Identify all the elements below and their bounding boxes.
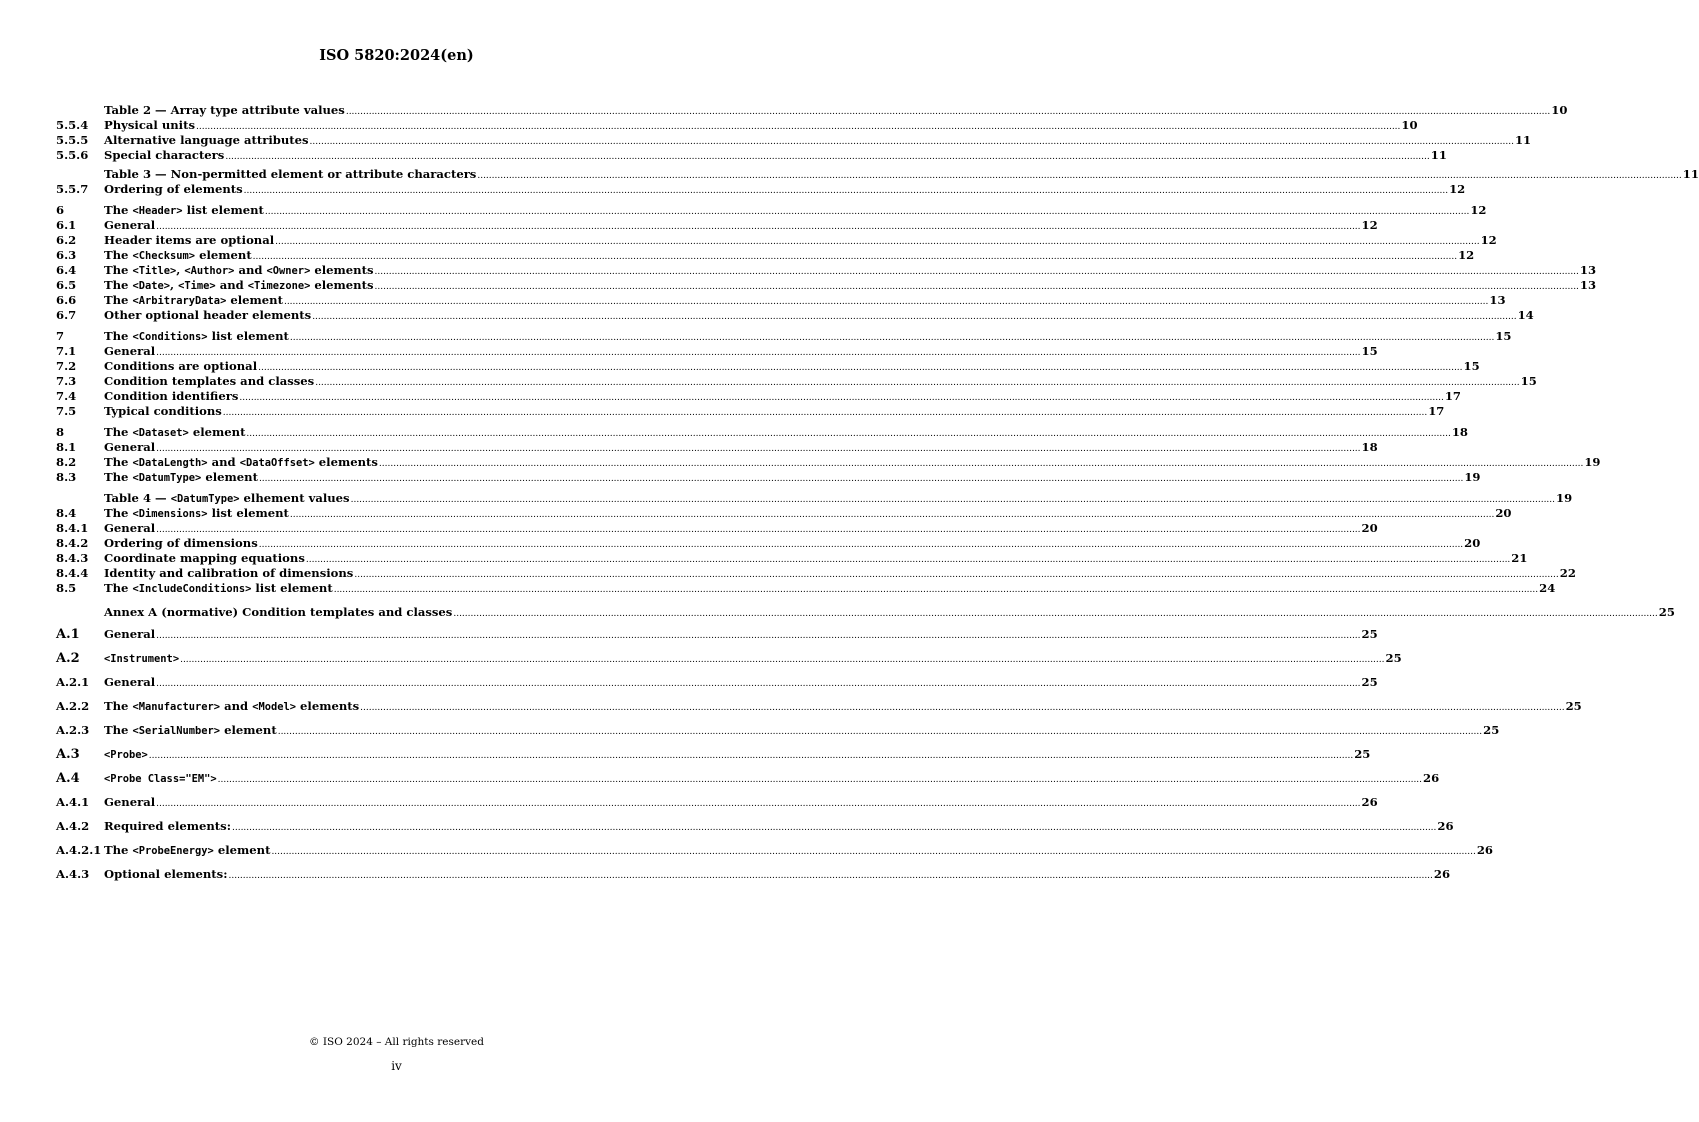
title-text: The bbox=[104, 506, 133, 520]
title-text: General bbox=[104, 675, 156, 689]
title-text: elhement values bbox=[239, 491, 350, 505]
toc-entry[interactable] bbox=[56, 167, 1699, 182]
toc-entry[interactable] bbox=[56, 329, 1512, 344]
title-text: General bbox=[104, 344, 156, 358]
toc-entry[interactable] bbox=[56, 718, 1500, 742]
toc-entry[interactable] bbox=[56, 308, 1534, 323]
title-text: Conditions are optional bbox=[104, 359, 258, 373]
toc-entry[interactable] bbox=[56, 646, 1402, 670]
toc-entry[interactable] bbox=[56, 218, 1378, 233]
toc-entry[interactable] bbox=[56, 203, 1487, 218]
code-element-name: <Author> bbox=[184, 265, 235, 277]
dot-leader bbox=[259, 470, 1463, 487]
dot-leader bbox=[271, 838, 1475, 864]
toc-entry-title bbox=[104, 103, 345, 118]
toc-entry-page: 18 bbox=[1451, 425, 1468, 439]
code-element-name: <DatumType> bbox=[132, 472, 202, 484]
code-element-name: <Checksum> bbox=[132, 250, 196, 262]
toc-entry[interactable] bbox=[56, 622, 1378, 646]
toc-entry-page: 19 bbox=[1464, 470, 1481, 484]
title-text: The bbox=[104, 203, 133, 217]
toc-entry-title bbox=[104, 790, 155, 814]
title-text: The bbox=[104, 455, 133, 469]
toc-entry-number: 8.4.2 bbox=[56, 536, 89, 550]
toc-entry-title bbox=[104, 148, 224, 163]
toc-entry[interactable] bbox=[56, 404, 1445, 419]
toc-entry-title bbox=[104, 536, 258, 551]
toc-entry-number: A.2.3 bbox=[56, 723, 90, 737]
toc-entry[interactable] bbox=[56, 491, 1573, 506]
title-text: list element bbox=[251, 581, 333, 595]
title-text: element bbox=[213, 843, 271, 857]
toc-entry-page: 15 bbox=[1495, 329, 1512, 343]
toc-entry-page: 11 bbox=[1682, 167, 1699, 181]
toc-entry[interactable] bbox=[56, 133, 1532, 148]
title-text: General bbox=[104, 218, 156, 232]
title-text: Ordering of elements bbox=[104, 182, 243, 196]
dot-leader bbox=[334, 581, 1538, 598]
toc-entry-number: A.4 bbox=[56, 771, 80, 786]
dot-leader bbox=[232, 814, 1436, 840]
toc-entry-title bbox=[104, 344, 155, 359]
toc-entry-page: 13 bbox=[1579, 263, 1597, 277]
toc-entry[interactable] bbox=[56, 359, 1480, 374]
toc-entry-number: A.2.2 bbox=[56, 699, 90, 713]
toc-entry-title bbox=[104, 838, 270, 863]
toc-entry[interactable] bbox=[56, 536, 1481, 551]
title-text: The bbox=[104, 723, 133, 737]
toc-entry-title bbox=[104, 182, 243, 197]
toc-entry-number: 6.2 bbox=[56, 233, 77, 247]
toc-entry-page: 17 bbox=[1444, 389, 1461, 403]
toc-entry-title bbox=[104, 766, 217, 791]
title-text: element bbox=[195, 248, 252, 262]
code-element-name: <Timezone> bbox=[247, 280, 311, 292]
toc-entry-page: 25 bbox=[1565, 699, 1582, 713]
code-element-name: <DataOffset> bbox=[239, 457, 315, 469]
toc-entry[interactable] bbox=[56, 263, 1597, 278]
title-text: elements bbox=[310, 263, 374, 277]
toc-entry-title bbox=[104, 293, 283, 309]
toc-entry-page: 21 bbox=[1511, 551, 1528, 565]
title-text: Identity and calibration of dimensions bbox=[104, 566, 354, 580]
dot-leader bbox=[156, 670, 1360, 696]
title-text: The bbox=[104, 470, 133, 484]
toc-entry-title bbox=[104, 329, 289, 345]
toc-entry-number: A.2 bbox=[56, 651, 80, 666]
title-text: Coordinate mapping equations bbox=[104, 551, 305, 565]
toc-entry-page: 14 bbox=[1517, 308, 1534, 322]
toc-entry[interactable] bbox=[56, 581, 1556, 596]
toc-entry-number: A.1 bbox=[56, 627, 80, 642]
toc-entry-title bbox=[104, 862, 227, 886]
footer-copyright: © ISO 2024 – All rights reserved bbox=[309, 1036, 484, 1048]
code-element-name: <Manufacturer> bbox=[132, 701, 221, 713]
toc-entry[interactable] bbox=[56, 506, 1512, 521]
toc-entry-page: 12 bbox=[1449, 182, 1466, 196]
toc-entry-number: 7.1 bbox=[56, 344, 77, 358]
toc-entry-page: 25 bbox=[1658, 605, 1675, 619]
toc-entry[interactable] bbox=[56, 551, 1528, 566]
toc-entry-number: 8.5 bbox=[56, 581, 77, 595]
toc-entry[interactable] bbox=[56, 602, 1675, 622]
title-text: Annex A (normative) Condition templates and classes bbox=[104, 605, 453, 619]
code-element-name: <Time> bbox=[178, 280, 216, 292]
code-element-name: <Probe Class="EM"> bbox=[104, 773, 217, 785]
title-text: Typical conditions bbox=[104, 404, 222, 418]
footer-page-number: iv bbox=[391, 1059, 402, 1073]
dot-leader bbox=[244, 182, 1448, 199]
toc-entry-title bbox=[104, 233, 274, 248]
toc-entry-page: 12 bbox=[1361, 218, 1378, 232]
toc-entry-page: 12 bbox=[1480, 233, 1497, 247]
toc-entry-number: 7.5 bbox=[56, 404, 77, 418]
toc-entry-page: 20 bbox=[1495, 506, 1512, 520]
title-text: The bbox=[104, 263, 133, 277]
toc-entry-number: 5.5.7 bbox=[56, 182, 89, 196]
toc-entry-page: 26 bbox=[1361, 795, 1378, 809]
toc-entry-page: 25 bbox=[1385, 651, 1402, 665]
toc-entry-number: 5.5.5 bbox=[56, 133, 89, 147]
toc-entry-number: 5.5.6 bbox=[56, 148, 89, 162]
toc-entry-number: 6 bbox=[56, 203, 65, 217]
title-text: The bbox=[104, 329, 133, 343]
title-text: Table 4 — bbox=[104, 491, 171, 505]
toc-entry-title bbox=[104, 602, 452, 622]
toc-entry-number: 8.4.4 bbox=[56, 566, 89, 580]
toc-entry-title bbox=[104, 646, 179, 671]
title-text: Required elements: bbox=[104, 819, 231, 833]
title-text: and bbox=[220, 699, 253, 713]
toc-entry-number: 5.5.4 bbox=[56, 118, 89, 132]
toc-entry-title bbox=[104, 133, 309, 148]
toc-entry-title bbox=[104, 814, 231, 838]
code-element-name: <Instrument> bbox=[104, 653, 180, 665]
toc-entry[interactable] bbox=[56, 566, 1576, 581]
toc-entry-title bbox=[104, 440, 155, 455]
toc-entry-page: 25 bbox=[1354, 747, 1371, 761]
toc-entry-page: 10 bbox=[1551, 103, 1568, 117]
toc-entry-title bbox=[104, 218, 155, 233]
title-text: Physical units bbox=[104, 118, 195, 132]
toc-entry-title bbox=[104, 506, 289, 522]
toc-entry-title bbox=[104, 425, 245, 441]
toc-entry-page: 19 bbox=[1556, 491, 1573, 505]
toc-entry[interactable] bbox=[56, 694, 1582, 718]
title-text: The bbox=[104, 293, 133, 307]
dot-leader bbox=[278, 718, 1482, 744]
toc-entry-page: 26 bbox=[1423, 771, 1440, 785]
toc-entry-number: 8 bbox=[56, 425, 65, 439]
toc-entry-page: 13 bbox=[1579, 278, 1597, 292]
toc-entry-title bbox=[104, 566, 353, 581]
toc-entry-title bbox=[104, 581, 333, 597]
toc-entry-page: 11 bbox=[1430, 148, 1447, 162]
toc-entry[interactable] bbox=[56, 814, 1454, 838]
toc-entry-page: 13 bbox=[1489, 293, 1506, 307]
title-text: Condition identifiers bbox=[104, 389, 239, 403]
toc-entry-page: 15 bbox=[1361, 344, 1378, 358]
code-element-name: <DataLength> bbox=[132, 457, 208, 469]
toc-entry[interactable] bbox=[56, 455, 1601, 470]
toc-entry-number: A.4.1 bbox=[56, 795, 90, 809]
toc-entry-number: 6.1 bbox=[56, 218, 77, 232]
title-text: list element bbox=[207, 329, 289, 343]
title-text: The bbox=[104, 581, 133, 595]
toc-entry-number: A.4.3 bbox=[56, 867, 90, 881]
toc-entry[interactable] bbox=[56, 670, 1378, 694]
toc-entry-title bbox=[104, 491, 350, 507]
toc-entry-page: 26 bbox=[1476, 843, 1493, 857]
toc-entry-number: 7.4 bbox=[56, 389, 77, 403]
toc-entry-page: 20 bbox=[1464, 536, 1481, 550]
toc-entry-title bbox=[104, 118, 195, 133]
toc-entry-page: 15 bbox=[1463, 359, 1480, 373]
toc-entry-title bbox=[104, 455, 378, 471]
code-element-name: <ProbeEnergy> bbox=[132, 845, 214, 857]
dot-leader bbox=[149, 742, 1353, 768]
toc-entry-page: 24 bbox=[1539, 581, 1556, 595]
title-text: General bbox=[104, 440, 156, 454]
toc-entry-title bbox=[104, 359, 257, 374]
title-text: General bbox=[104, 795, 156, 809]
toc-entry-title bbox=[104, 742, 148, 767]
toc-entry-number: 8.2 bbox=[56, 455, 77, 469]
dot-leader bbox=[223, 404, 1427, 421]
code-element-name: <Model> bbox=[252, 701, 296, 713]
toc-entry-page: 15 bbox=[1520, 374, 1537, 388]
title-text: The bbox=[104, 425, 133, 439]
toc-entry-number: 8.4.3 bbox=[56, 551, 89, 565]
toc-entry[interactable] bbox=[56, 790, 1378, 814]
title-text: Alternative language attributes bbox=[104, 133, 309, 147]
code-element-name: <IncludeConditions> bbox=[132, 583, 252, 595]
toc-entry-title bbox=[104, 551, 305, 566]
title-text: The bbox=[104, 248, 133, 262]
toc-entry-number: 7.2 bbox=[56, 359, 77, 373]
toc-entry-title bbox=[104, 718, 277, 743]
code-element-name: <ArbitraryData> bbox=[132, 295, 227, 307]
title-text: element bbox=[188, 425, 246, 439]
toc-entry-page: 10 bbox=[1401, 118, 1418, 132]
toc-entry-title bbox=[104, 670, 155, 694]
toc-entry-title bbox=[104, 521, 155, 536]
title-text: and bbox=[234, 263, 267, 277]
title-text: Special characters bbox=[104, 148, 225, 162]
page-header-title: ISO 5820:2024(en) bbox=[319, 47, 474, 64]
title-text: elements bbox=[310, 278, 374, 292]
title-text: elements bbox=[296, 699, 360, 713]
toc-entry-number: A.3 bbox=[56, 747, 80, 762]
toc-entry-title bbox=[104, 694, 359, 719]
dot-leader bbox=[312, 308, 1516, 325]
toc-entry[interactable] bbox=[56, 470, 1481, 485]
toc-entry[interactable] bbox=[56, 148, 1447, 163]
toc-entry-page: 26 bbox=[1433, 867, 1451, 881]
toc-entry-page: 11 bbox=[1514, 133, 1532, 147]
code-element-name: <Probe> bbox=[104, 749, 148, 761]
toc-entry[interactable] bbox=[56, 374, 1537, 389]
title-text: element bbox=[226, 293, 283, 307]
toc-entry-number: 6.3 bbox=[56, 248, 77, 262]
toc-entry-number: 7 bbox=[56, 329, 65, 343]
toc-entry-title bbox=[104, 308, 311, 323]
title-text: General bbox=[104, 521, 156, 535]
title-text: Table 2 — Array type attribute values bbox=[104, 103, 345, 117]
toc-entry-page: 25 bbox=[1483, 723, 1500, 737]
code-element-name: <SerialNumber> bbox=[132, 725, 221, 737]
title-text: The bbox=[104, 843, 133, 857]
dot-leader bbox=[360, 694, 1564, 720]
dot-leader bbox=[180, 646, 1384, 672]
toc-entry-number: 6.6 bbox=[56, 293, 77, 307]
toc-entry[interactable] bbox=[56, 440, 1378, 455]
toc-entry-page: 19 bbox=[1584, 455, 1601, 469]
toc-entry-title bbox=[104, 404, 222, 419]
toc-entry-number: 6.7 bbox=[56, 308, 77, 322]
dot-leader bbox=[225, 148, 1429, 165]
toc-entry-title bbox=[104, 203, 264, 219]
toc-entry-title bbox=[104, 167, 476, 182]
title-text: The bbox=[104, 699, 133, 713]
dot-leader bbox=[228, 862, 1432, 888]
dot-leader bbox=[453, 602, 1657, 624]
toc-entry-number: 8.4.1 bbox=[56, 521, 89, 535]
title-text: and bbox=[215, 278, 248, 292]
title-text: , bbox=[170, 278, 179, 292]
toc-entry-number: A.2.1 bbox=[56, 675, 90, 689]
toc-entry[interactable] bbox=[56, 233, 1497, 248]
toc-entry-number: 6.4 bbox=[56, 263, 77, 277]
toc-entry-page: 22 bbox=[1559, 566, 1576, 580]
code-element-name: <Dimensions> bbox=[132, 508, 208, 520]
toc-entry[interactable] bbox=[56, 278, 1597, 293]
code-element-name: <Title> bbox=[132, 265, 177, 277]
toc-entry[interactable] bbox=[56, 344, 1378, 359]
title-text: The bbox=[104, 278, 133, 292]
toc-entry-number: 8.1 bbox=[56, 440, 77, 454]
title-text: elements bbox=[314, 455, 378, 469]
toc-entry-number: 8.4 bbox=[56, 506, 77, 520]
title-text: Table 3 — Non-permitted element or attribute characters bbox=[104, 167, 477, 181]
toc-entry[interactable] bbox=[56, 182, 1466, 197]
toc-entry-page: 12 bbox=[1470, 203, 1487, 217]
code-element-name: <Header> bbox=[132, 205, 183, 217]
table-of-contents bbox=[56, 103, 1699, 886]
title-text: Ordering of dimensions bbox=[104, 536, 258, 550]
dot-leader bbox=[156, 622, 1360, 648]
toc-entry-number: 6.5 bbox=[56, 278, 77, 292]
title-text: element bbox=[220, 723, 277, 737]
title-text: , bbox=[176, 263, 185, 277]
toc-entry[interactable] bbox=[56, 838, 1493, 862]
toc-entry-page: 17 bbox=[1428, 404, 1445, 418]
title-text: Header items are optional bbox=[104, 233, 275, 247]
code-element-name: <DatumType> bbox=[170, 493, 240, 505]
toc-entry[interactable] bbox=[56, 389, 1461, 404]
toc-entry-title bbox=[104, 374, 314, 389]
toc-entry-number: 7.3 bbox=[56, 374, 77, 388]
toc-entry-title bbox=[104, 248, 252, 264]
title-text: list element bbox=[182, 203, 264, 217]
title-text: Other optional header elements bbox=[104, 308, 312, 322]
toc-entry-title bbox=[104, 389, 238, 404]
toc-entry-title bbox=[104, 622, 155, 646]
toc-entry-page: 20 bbox=[1361, 521, 1378, 535]
toc-entry-page: 18 bbox=[1361, 440, 1378, 454]
toc-entry-page: 25 bbox=[1361, 627, 1378, 641]
toc-entry[interactable] bbox=[56, 293, 1506, 308]
dot-leader bbox=[156, 790, 1360, 816]
toc-entry[interactable] bbox=[56, 248, 1475, 263]
title-text: list element bbox=[207, 506, 289, 520]
toc-entry-page: 26 bbox=[1437, 819, 1454, 833]
toc-entry[interactable] bbox=[56, 118, 1418, 133]
title-text: Condition templates and classes bbox=[104, 374, 315, 388]
code-element-name: <Dataset> bbox=[132, 427, 189, 439]
toc-entry-page: 12 bbox=[1458, 248, 1475, 262]
title-text: and bbox=[207, 455, 240, 469]
code-element-name: <Owner> bbox=[266, 265, 311, 277]
toc-entry[interactable] bbox=[56, 521, 1378, 536]
toc-entry-number: 8.3 bbox=[56, 470, 77, 484]
dot-leader bbox=[218, 766, 1422, 792]
toc-entry[interactable] bbox=[56, 103, 1568, 118]
toc-entry-page: 25 bbox=[1361, 675, 1378, 689]
toc-entry-title bbox=[104, 470, 258, 486]
toc-entry[interactable] bbox=[56, 862, 1451, 886]
title-text: element bbox=[201, 470, 258, 484]
code-element-name: <Date> bbox=[132, 280, 171, 292]
code-element-name: <Conditions> bbox=[132, 331, 208, 343]
title-text: General bbox=[104, 627, 156, 641]
toc-entry-title bbox=[104, 263, 373, 279]
toc-entry-number: A.4.2 bbox=[56, 819, 90, 833]
title-text: Optional elements: bbox=[104, 867, 228, 881]
toc-entry[interactable] bbox=[56, 425, 1468, 440]
toc-entry-title bbox=[104, 278, 374, 294]
toc-entry[interactable] bbox=[56, 742, 1371, 766]
toc-entry-number: A.4.2.1 bbox=[56, 843, 102, 857]
toc-entry[interactable] bbox=[56, 766, 1440, 790]
